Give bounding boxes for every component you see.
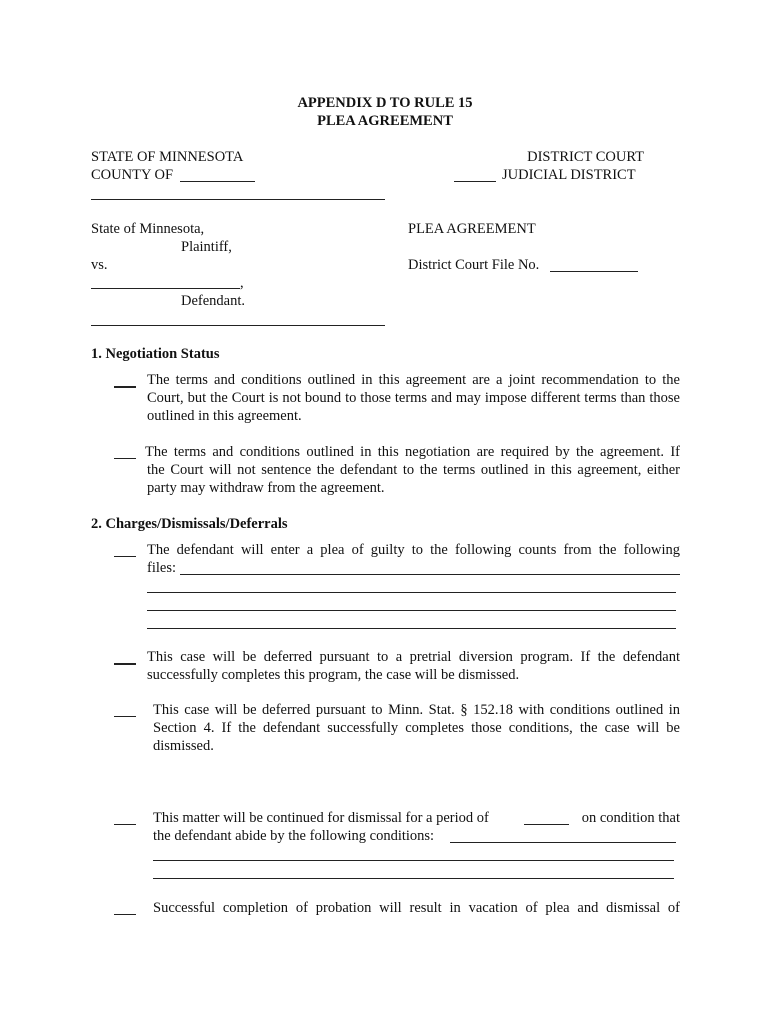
files-blank-line2[interactable] <box>147 592 676 593</box>
required-terms-text-rest: the Court will not sentence the defendant to the terms outlined in this agreement, either party may withdraw from the agreement. <box>147 462 680 496</box>
probation-vacation-checkbox[interactable] <box>114 914 136 915</box>
pretrial-diversion-text: This case will be deferred pursuant to a pretrial diversion program. If the defendant successfully completes this program, the case will be dismissed. <box>147 649 680 683</box>
judicial-district-label: JUDICIAL DISTRICT <box>502 167 636 183</box>
files-blank-line3[interactable] <box>147 610 676 611</box>
conditions-label: the defendant abide by the following conditions: <box>153 828 435 844</box>
caption-divider-top <box>91 199 385 200</box>
conditions-blank-line3[interactable] <box>153 878 674 879</box>
court-label: DISTRICT COURT <box>527 149 644 165</box>
required-terms-text-line1: The terms and conditions outlined in this negotiation are required by the agreement. If <box>145 444 680 460</box>
continued-dismissal-checkbox[interactable] <box>114 824 136 825</box>
defendant-comma: , <box>240 275 244 291</box>
probation-vacation-text: Successful completion of probation will result in vacation of plea and dismissal of <box>153 900 680 916</box>
guilty-plea-text: The defendant will enter a plea of guilty to the following counts from the following <box>147 542 680 558</box>
pretrial-diversion-checkbox[interactable] <box>114 663 136 665</box>
versus-label: vs. <box>91 257 108 273</box>
files-label: files: <box>147 560 176 576</box>
section2-heading: 2. Charges/Dismissals/Deferrals <box>91 516 288 532</box>
continued-dismissal-text-part1: This matter will be continued for dismissal for a period of <box>153 810 489 826</box>
conditions-blank-line1[interactable] <box>450 842 676 843</box>
plaintiff-role: Plaintiff, <box>181 239 232 255</box>
plaintiff-name: State of Minnesota, <box>91 221 205 237</box>
file-number-blank[interactable] <box>550 271 638 272</box>
defendant-role: Defendant. <box>181 293 246 309</box>
files-blank-line1[interactable] <box>180 574 680 575</box>
county-blank[interactable] <box>180 181 255 182</box>
statute-deferral-text: This case will be deferred pursuant to Minn. Stat. § 152.18 with conditions outlined in Section 4. If the defendant successfully completes those conditions, the case will be dismissed. <box>153 702 680 754</box>
district-number-blank[interactable] <box>454 181 496 182</box>
conditions-blank-line2[interactable] <box>153 860 674 861</box>
required-terms-checkbox[interactable] <box>114 458 136 459</box>
state-label: STATE OF MINNESOTA <box>91 149 244 165</box>
joint-recommendation-checkbox[interactable] <box>114 386 136 388</box>
section1-heading: 1. Negotiation Status <box>91 346 220 362</box>
file-number-label: District Court File No. <box>408 257 540 273</box>
document-title: PLEA AGREEMENT <box>317 113 453 129</box>
statute-deferral-checkbox[interactable] <box>114 716 136 717</box>
files-blank-line4[interactable] <box>147 628 676 629</box>
joint-recommendation-text: The terms and conditions outlined in this agreement are a joint recommendation to the Court, but the Court is not bound to those terms and may impose different terms than those outlined in this agreement. <box>147 372 680 424</box>
caption-divider-bottom <box>91 325 385 326</box>
continued-dismissal-text-part2: on condition that <box>581 810 680 826</box>
appendix-title: APPENDIX D TO RULE 15 <box>297 95 473 111</box>
plea-agreement-caption: PLEA AGREEMENT <box>408 221 536 237</box>
defendant-name-blank[interactable] <box>91 288 240 289</box>
county-label: COUNTY OF <box>91 167 174 183</box>
guilty-plea-checkbox[interactable] <box>114 556 136 557</box>
